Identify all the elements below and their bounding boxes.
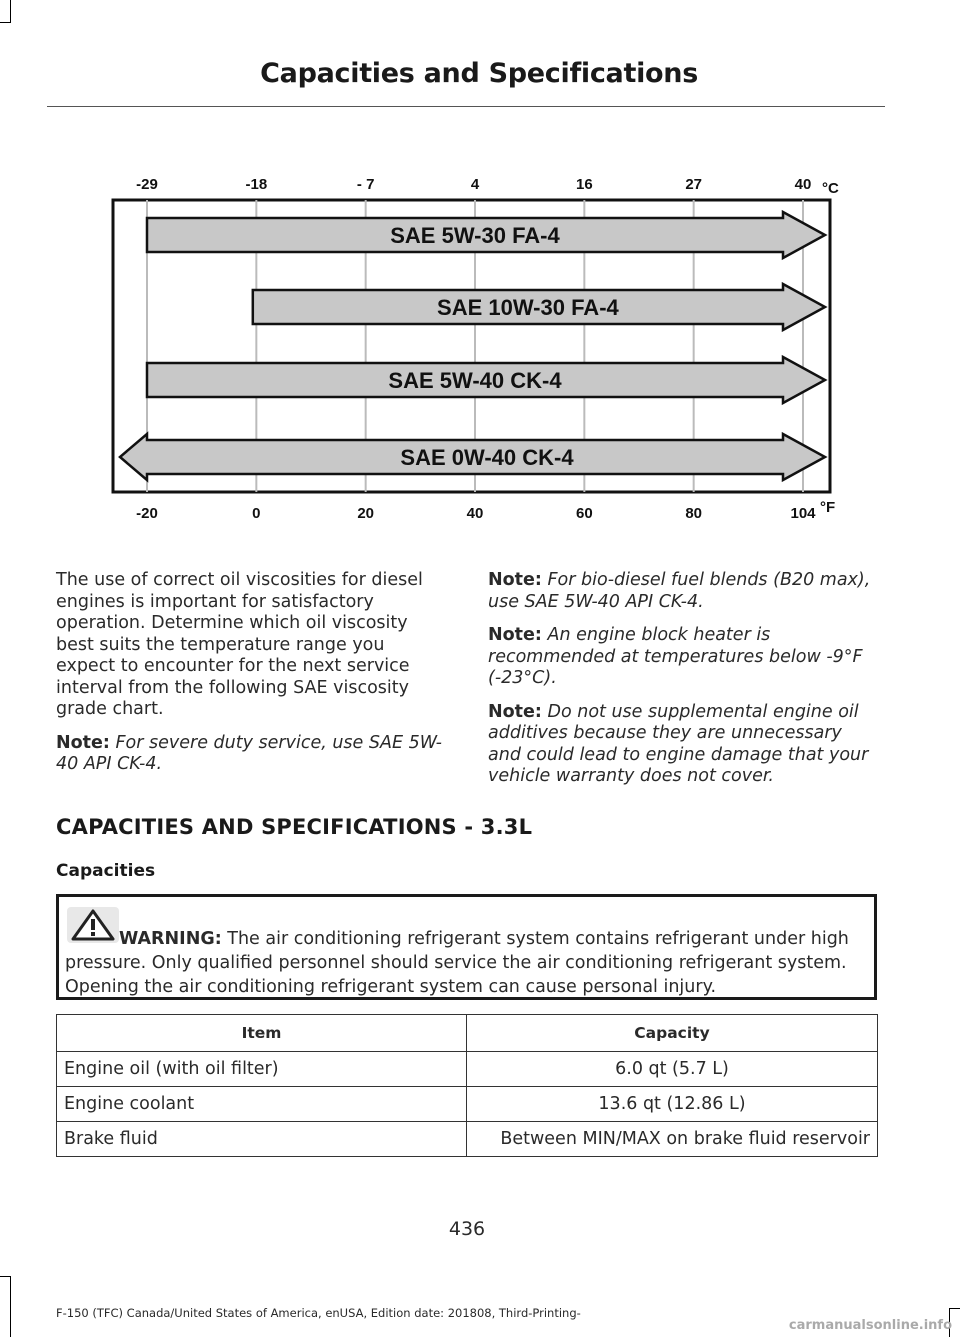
note-block-heater (488, 625, 878, 690)
table-cell-capacity: 6.0 qt (5.7 L) (467, 1052, 878, 1087)
celsius-tick-label: 4 (470, 176, 480, 193)
viscosity-bar-label: SAE 0W-40 CK-4 (400, 445, 574, 470)
celsius-tick-label: -18 (245, 176, 268, 193)
note-text: For bio-diesel fuel blends (B20 max), use SAE 5W-40 API CK-4. (488, 570, 871, 612)
note-severe-duty (56, 733, 446, 776)
intro-column (56, 570, 446, 788)
capacities-table (56, 1014, 878, 1157)
table-cell-item: Engine coolant (57, 1087, 467, 1122)
fahrenheit-tick-label: 40 (466, 505, 484, 522)
viscosity-chart (100, 160, 860, 530)
table-row (57, 1087, 878, 1122)
fahrenheit-tick-label: 20 (357, 505, 375, 522)
table-row (57, 1052, 878, 1087)
table-row (57, 1122, 878, 1157)
crop-mark-bottom-left (0, 1276, 11, 1337)
warning-text (65, 927, 865, 999)
footer-edition: F-150 (TFC) Canada/United States of America, enUSA, Edition date: 201808, Third-Printing- (56, 1306, 581, 1320)
viscosity-bar-label: SAE 10W-30 FA-4 (437, 295, 619, 320)
viscosity-chart-svg (100, 160, 860, 530)
header-divider (47, 106, 885, 107)
viscosity-bar-label: SAE 5W-40 CK-4 (388, 368, 562, 393)
viscosity-bar-label: SAE 5W-30 FA-4 (390, 223, 560, 248)
celsius-unit-label: °C (822, 180, 839, 197)
note-additives (488, 702, 878, 788)
fahrenheit-unit-label: °F (820, 499, 836, 516)
fahrenheit-tick-label: -20 (136, 505, 158, 522)
warning-body: The air conditioning refrigerant system contains refrigerant under high pressure. Only qualified personnel should service the air conditioning refrigerant system. Opening the air conditioning refrigerant system can cause personal injury. (65, 929, 849, 997)
note-text: An engine block heater is recommended at temperatures below -9°F (-23°C). (488, 625, 863, 688)
table-cell-item: Engine oil (with oil filter) (57, 1052, 467, 1087)
watermark: carmanualsonline.info (788, 1318, 952, 1333)
note-label: Note: (488, 625, 542, 645)
celsius-tick-label: 27 (685, 176, 703, 193)
crop-mark-top-left (0, 0, 11, 23)
column-header-capacity: Capacity (467, 1015, 878, 1052)
celsius-tick-label: 16 (575, 176, 593, 193)
table-cell-item: Brake fluid (57, 1122, 467, 1157)
note-label: Note: (488, 570, 542, 590)
fahrenheit-tick-label: 60 (575, 505, 593, 522)
fahrenheit-tick-label: 0 (252, 505, 261, 522)
sub-heading: Capacities (56, 861, 156, 881)
warning-label: WARNING: (119, 929, 222, 949)
note-text: For severe duty service, use SAE 5W-40 API CK-4. (56, 732, 442, 774)
page-title: Capacities and Specifications (260, 58, 698, 89)
notes-column (488, 570, 878, 800)
table-cell-capacity: 13.6 qt (12.86 L) (467, 1087, 878, 1122)
note-label: Note: (56, 732, 110, 753)
table-cell-capacity: Between MIN/MAX on brake fluid reservoir (467, 1122, 878, 1157)
intro-paragraph: The use of correct oil viscosities for diesel engines is important for satisfactory operation. Determine which oil viscosity best suits the temperature range you expect to encounter for the next service interval from the following SAE viscosity grade chart. (56, 570, 423, 719)
note-label: Note: (488, 701, 542, 722)
fahrenheit-tick-label: 80 (685, 505, 703, 522)
celsius-tick-label: -29 (136, 176, 158, 193)
celsius-tick-label: - 7 (356, 176, 375, 193)
celsius-tick-label: 40 (794, 176, 812, 193)
fahrenheit-tick-label: 104 (790, 505, 816, 522)
page-number: 436 (448, 1218, 486, 1240)
column-header-item: Item (57, 1015, 467, 1052)
table-header-row (57, 1015, 878, 1052)
note-text: Do not use supplemental engine oil additives because they are unnecessary and could lead to engine damage that your vehicle warranty does not cover. (488, 701, 869, 786)
note-biodiesel (488, 570, 878, 613)
warning-box (56, 894, 877, 1000)
section-heading: CAPACITIES AND SPECIFICATIONS - 3.3L (56, 815, 533, 839)
